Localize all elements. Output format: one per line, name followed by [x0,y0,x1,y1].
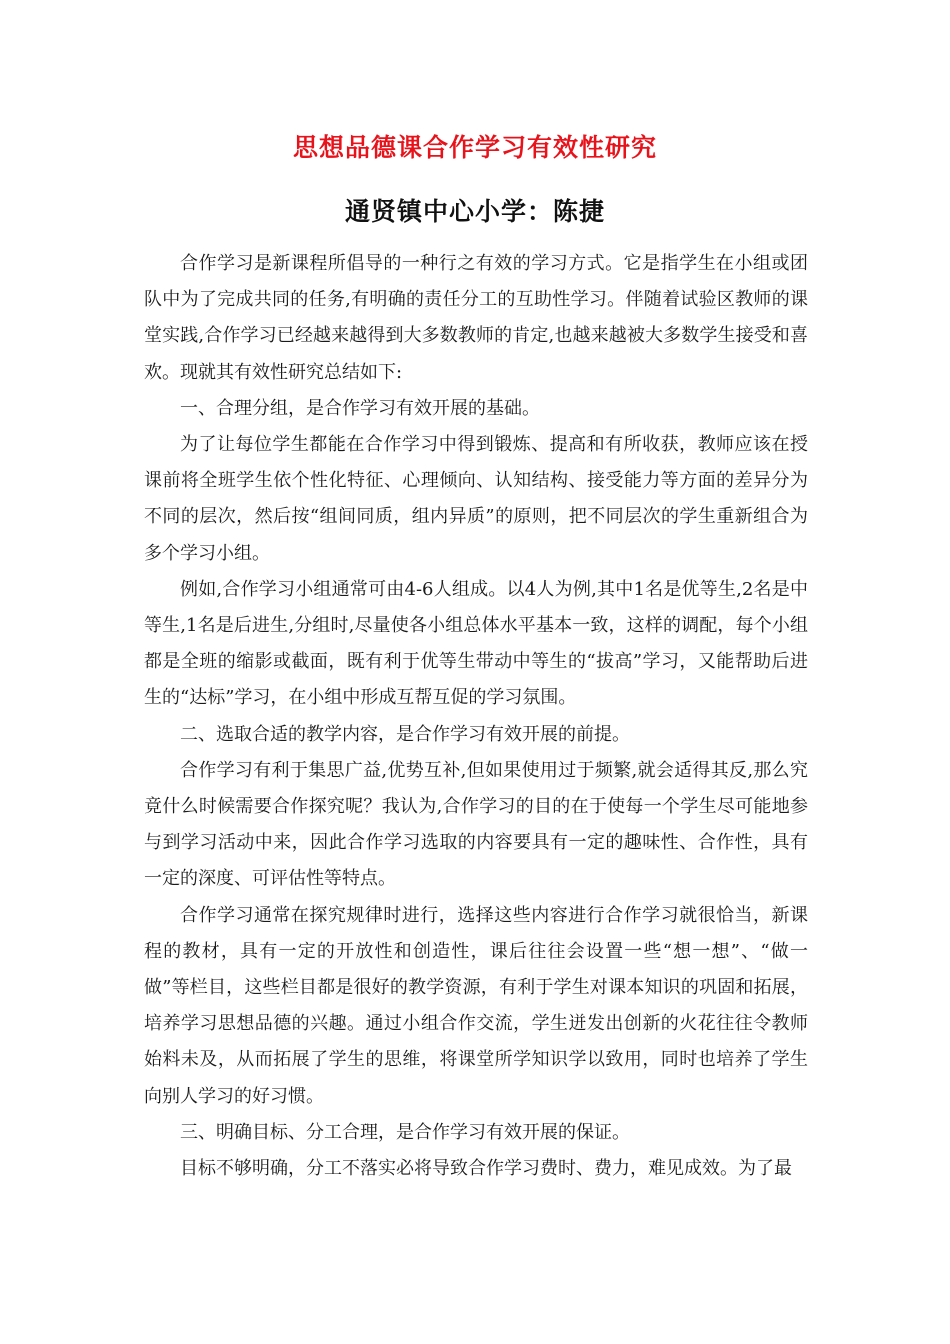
paragraph-intro: 合作学习是新课程所倡导的一种行之有效的学习方式。它是指学生在小组或团队中为了完成共同的任务,有明确的责任分工的互助性学习。伴随着试验区教师的课堂实践,合作学习已经越来越得到大多数教师的肯定,也越来越被大多数学生接受和喜欢。现就其有效性研究总结如下: [144,253,808,383]
document-author: 通贤镇中心小学：陈捷 [344,197,605,226]
paragraph-grouping: 为了让每位学生都能在合作学习中得到锻炼、提高和有所收获，教师应该在授课前将全班学生依个性化特征、心理倾向、认知结构、接受能力等方面的差异分为不同的层次，然后按“组间同质，组内异质”的原则，把不同层次的学生重新组合为多个学习小组。 [144,434,808,564]
paragraph-content-selection: 合作学习有利于集思广益,优势互补,但如果使用过于频繁,就会适得其反,那么究竟什么时候需要合作探究呢？我认为,合作学习的目的在于使每一个学生尽可能地参与到学习活动中来，因此合作学习选取的内容要具有一定的趣味性、合作性，具有一定的深度、可评估性等特点。 [144,759,808,890]
paragraph-exploration: 合作学习通常在探究规律时进行，选择这些内容进行合作学习就很恰当，新课程的教材，具有一定的开放性和创造性，课后往往会设置一些“想一想”、“做一做”等栏目，这些栏目都是很好的教学资源，有利于学生对课本知识的巩固和拓展，培养学习思想品德的兴趣。通过小组合作交流，学生迸发出创新的火花往往令教师始料未及，从而拓展了学生的思维，将课堂所学知识学以致用，同时也培养了学生向别人学习的好习惯。 [144,904,808,1107]
section-heading-1: 一、合理分组，是合作学习有效开展的基础。 [180,397,540,419]
section-heading-3: 三、明确目标、分工合理，是合作学习有效开展的保证。 [180,1121,630,1143]
paragraph-goals: 目标不够明确，分工不落实必将导致合作学习费时、费力，难见成效。为了最 [180,1158,792,1180]
document-title: 思想品德课合作学习有效性研究 [292,133,657,162]
paragraph-example: 例如,合作学习小组通常可由4-6人组成。以4人为例,其中1名是优等生,2名是中等生,1名是后进生,分组时,尽量使各小组总体水平基本一致，这样的调配，每个小组都是全班的缩影或截面，既有利于优等生带动中等生的“拔高”学习，又能帮助后进生的“达标”学习，在小组中形成互帮互促的学习氛围。 [144,578,808,709]
document-body [144,246,808,1187]
section-heading-2: 二、选取合适的教学内容，是合作学习有效开展的前提。 [180,723,630,745]
